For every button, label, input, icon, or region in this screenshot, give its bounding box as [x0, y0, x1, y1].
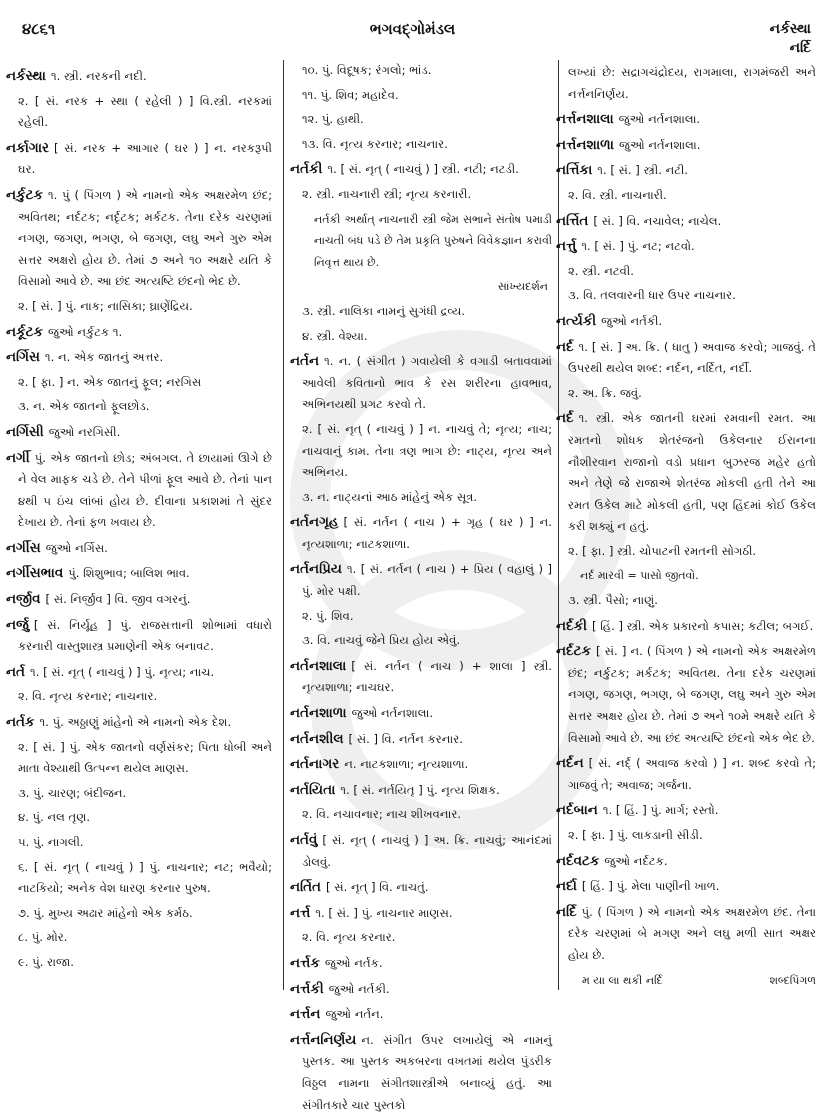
headword: નર્કસ્થા [6, 68, 46, 84]
dictionary-entry [6, 66, 272, 88]
definition-text: [ સં. નર્દ્ ( અવાજ કરવો ) ] ન. શબ્દ કરવો તે; ગાજવું તે; અવાજ; ગર્જના. [568, 756, 816, 792]
entry-sense [556, 825, 816, 847]
definition-text: ૧. ન. ( સંગીત ) ગવાયેલી કે વગાડી બતાવવામાં આવેલી કવિતાનો ભાવ કે રસ શરીરના હાવભાવ, અભિનયથી પ્રગટ કરવો તે. [302, 354, 552, 412]
entry-sense [290, 85, 552, 107]
definition-text: ૨. [ સં. નૃત્ ( નાચવું ) ] ન. નાચવું તે; નૃત્ય; નાચ; નાચવાનું કામ. તેના ત્રણ ભાગ છે: નાટ્ય, નૃત્ય અને અભિનય. [302, 421, 552, 480]
definition-text: ૮. પું. મોર. [18, 930, 68, 945]
entry-sense [6, 903, 272, 925]
definition-text: ન. નાટકશાળા; નૃત્યશાળા. [344, 757, 469, 772]
entry-sense [290, 804, 552, 826]
dictionary-entry [556, 160, 816, 182]
entry-sense [6, 296, 272, 318]
dictionary-entry [556, 337, 816, 380]
definition-text: ૨. [ સં. ] પું. એક જાતનો વર્ણસંકર; પિતા ધોબી અને માતા વેશ્યાથી ઉત્પન્ન થયેલ માણસ. [18, 739, 272, 776]
definition-text: ૫. પું. નાગલી. [18, 835, 84, 849]
dictionary-entry [290, 559, 552, 602]
definition-text: ૨. સ્ત્રી. નાચનારી સ્ત્રી; નૃત્ય કરનારી. [302, 186, 472, 201]
dictionary-entry [290, 830, 552, 873]
entry-sense [556, 285, 816, 307]
headword: નર્ત્તનશાળા [556, 136, 614, 153]
page-title: ભગવદ્ગોમંડલ [369, 20, 456, 38]
dictionary-entry [290, 903, 552, 925]
entry-sense [6, 952, 272, 974]
definition-text: જુઓ નર્તક. [324, 955, 383, 970]
definition-text: ૨. વિ. સ્ત્રી. નાચનારી. [568, 187, 667, 202]
definition-text: ૨. પું. શિવ. [302, 608, 354, 623]
headword: નર્દટક [556, 643, 591, 660]
definition-text: પું. શિશુભાવ; બાલિશ ભાવ. [68, 566, 190, 581]
headword: નર્કાગાર [6, 139, 50, 156]
dictionary-entry [556, 800, 816, 822]
entry-sense [6, 737, 272, 780]
dictionary-entry [556, 135, 816, 157]
definition-text: [ સં. નૃત્ ] વિ. નાચતું. [326, 880, 429, 895]
definition-text: ૨. વિ. નૃત્ય કરનાર; નાચનાર. [18, 689, 158, 704]
dictionary-entry [6, 615, 272, 658]
dictionary-entry [6, 712, 272, 734]
definition-text: ૧. [ સં. નર્તયિતૃ ] પું. નૃત્ય શિક્ષક. [340, 782, 500, 797]
definition-text: ૩. વિ. તલવારની ધાર ઉપર નાચનાર. [568, 288, 736, 303]
quotation-source [290, 276, 552, 298]
definition-text: [ સં. નિર્જીવ ] વિ. જીવ વગરનું. [45, 592, 191, 607]
headword: નર્તિત [290, 879, 322, 896]
headword: નર્ગિસ [6, 349, 40, 366]
definition-text: જુઓ નર્તનશાલા. [351, 706, 434, 721]
headword: નર્ત્તક [290, 954, 320, 971]
definition-text: ૪. પું. નલ તૃણ. [18, 810, 91, 825]
dictionary-entry [290, 351, 552, 416]
entry-sense [290, 184, 552, 206]
definition-text: [ સં. ] ન. ( પિંગળ ) એ નામનો એક અક્ષરમેળ છંદ; નર્કુટક; મર્કટક; અવિતથ. તેના દરેક ચરણમાં નગણ, જગણ, ભગણ, બે જગણ, લઘુ અને ગુરુ એમ સત્તર અક્ષર હોય છે. તેમાં ૭ અને ૧૦મે અક્ષરે યતિ કે વિસામો આવે છે. આ છંદ અત્યષ્ટિ છંદનો એક ભેદ છે. [568, 644, 816, 745]
definition-text: ન. સંગીત ઉપર લખાયેલું એ નામનું પુસ્તક. આ પુસ્તક અકબરના વખતમાં થયેલ પુંડરીક વિઠ્ઠલ નામના સંગીતશાસ્ત્રીએ બનાવ્યું હતું. આ સંગીતકારે ચાર પુસ્તકો [302, 1032, 552, 1112]
entry-sense [290, 606, 552, 628]
definition-text: ૩. ન. એક જાતનો ફૂલછોડ. [18, 399, 150, 414]
column-2 [283, 60, 559, 1112]
entry-example [556, 970, 816, 992]
entry-sense [290, 419, 552, 484]
example-source: શબ્દપિંગળ [769, 973, 816, 987]
definition-text: ૨. [ ફા. ] ન. એક જાતનું ફૂલ; નરગિસ [18, 374, 202, 389]
entry-sense [556, 185, 816, 207]
definition-text: ૪. સ્ત્રી. વેશ્યા. [302, 328, 368, 343]
definition-text: ૨. સ્ત્રી. નટવી. [568, 263, 634, 278]
definition-text: ૧૩. વિ. નૃત્ય કરનાર; નાચનાર. [302, 136, 448, 151]
entry-sense [6, 372, 272, 394]
dictionary-entry [290, 953, 552, 975]
definition-text: ૧. ન. એક જાતનું અત્તર. [44, 350, 164, 365]
definition-text: ૧. [ સં. ] અ. ક્રિ. ( ધાતુ ) અવાજ કરવો; ગાજવું. તે ઉપરથી થયેલ શબ્દ: નર્દન, નર્દિત, નર્દી. [568, 339, 816, 376]
definition-text: ૧૨. પું. હાથી. [302, 112, 364, 127]
entry-sense [290, 109, 552, 131]
headword: નર્ત્ત [290, 904, 311, 921]
dictionary-entry [6, 662, 272, 684]
definition-text: ૧. પું ( પિંગળ ) એ નામનો એક અક્ષરમેળ છંદ; અવિતથ; નર્દટક; નર્દૃટક; મર્કટક. તેના દરેક ચરણમાં નગણ, જગણ, ભગણ, બે જગણ, લઘુ અને ગુરુ એમ સત્તર અક્ષરો હોય છે. તેમાં ૭ અને ૧૦ અક્ષરે યતિ કે વિસામો આવે છે. આ છંદ અત્યષ્ટિ છંદનો ભેદ છે. [18, 187, 272, 289]
definition-text: ૧. સ્ત્રી. એક જાતની ઘરમાં રમવાની રમત. આ રમતનો શોધક શેતરંજનો ઉકેલનાર ઈરાનના નૌશીરવાન રાજાનો વડો પ્રધાન બુઝરજ મહેર હતો અને તેણે જે રાજાએ શેતરંજ મોકલી હતી તેને આ રમત ઉકેલ માટે મોકલી હતી, પણ હિંદમાં કોઈ ઉકેલ કરી શક્યું ન હતું. [568, 411, 816, 534]
headword: નર્ત્તકી [290, 980, 324, 997]
definition-text: ૯. પું. રાજા. [18, 954, 74, 969]
headword: નર્તકી [290, 161, 323, 178]
definition-text: ૧. [ હિં. ] પું. માર્ગ; રસ્તો. [602, 803, 719, 818]
entry-sense [6, 832, 272, 854]
dictionary-entry [556, 902, 816, 967]
entry-quotation [290, 209, 552, 274]
dictionary-entry [6, 322, 272, 344]
column-3 [556, 62, 816, 994]
dictionary-entry [290, 656, 552, 699]
definition-text: મ યા લા થકી નર્દિ [582, 973, 663, 987]
dictionary-entry [556, 876, 816, 898]
dictionary-entry [556, 109, 816, 131]
dictionary-entry [556, 753, 816, 796]
definition-text: ૧૧. પું. શિવ; મહાદેવ. [302, 87, 399, 102]
entry-sense [6, 857, 272, 900]
definition-text: ૧. સ્ત્રી. નરકની નદી. [50, 69, 147, 83]
definition-text: લખ્યાં છે: સદ્રાગચંદ્રોદય, રાગમાલા, રાગમંજરી અને નર્ત્તનનિર્ણય. [568, 65, 816, 101]
definition-text: ૨. [ ફા. ] પું. લાકડાની સીડી. [568, 828, 703, 842]
dictionary-entry [290, 512, 552, 555]
definition-text: ૨. વિ. નૃત્ય કરનાર. [302, 930, 396, 945]
definition-text: [ સં. ] વિ. નર્તન કરનાર. [348, 731, 463, 746]
entry-sense [290, 487, 552, 509]
headword: નર્દબાન [556, 802, 598, 819]
definition-text: ૩. સ્ત્રી. પૈસો; નાણું. [568, 593, 658, 608]
dictionary-entry [6, 538, 272, 560]
definition-text: નર્તકી અર્થાત્ નાચનારી સ્ત્રી જેમ સભાને સંતોષ પમાડી નાચતી બંધ પડે છે તેમ પ્રકૃતિ પુરુષને વિવેકજ્ઞાન કરાવી નિવૃત્ત થાય છે. [314, 212, 552, 269]
headword: નર્દ [556, 338, 574, 355]
entry-sense [6, 686, 272, 708]
entry-sense [556, 541, 816, 563]
dictionary-entry [290, 780, 552, 802]
definition-text: ૨. અ. ક્રિ. જવું. [568, 385, 642, 400]
entry-sense [290, 134, 552, 156]
dictionary-entry [290, 1004, 552, 1026]
headword: નર્દ [556, 410, 574, 427]
definition-text: જુઓ નર્તનશાલા. [618, 112, 701, 127]
definition-text: જુઓ નર્કુટક ૧. [47, 324, 123, 339]
dictionary-entry [290, 754, 552, 776]
headword: નર્તયિતા [290, 781, 336, 798]
headword: નર્ત્તિકા [556, 162, 593, 179]
entry-sense [6, 91, 272, 134]
definition-text: ૧. [ સં. ] પું. નાચનાર માણસ. [315, 905, 453, 920]
entry-sense [290, 630, 552, 652]
dictionary-entry [6, 448, 272, 534]
dictionary-entry [290, 877, 552, 899]
entry-sense [290, 326, 552, 348]
definition-text: ૨. વિ. નચાવનાર; નાચ શીખવનાર. [302, 807, 462, 822]
guide-word-first: નર્કસ્થા [769, 21, 811, 37]
headword: નર્તનશાળા [290, 705, 347, 722]
definition-text: ૩. વિ. નાચવું જેને પ્રિય હોય એવું. [302, 633, 461, 648]
definition-text: જુઓ નર્તકી. [601, 313, 663, 328]
headword: નર્ત્યકી [556, 312, 597, 329]
definition-text: સાંખ્યદર્શન [497, 280, 548, 294]
dictionary-entry [290, 703, 552, 725]
headword: નર્તનગૃહ [290, 514, 339, 531]
entry-sense [6, 927, 272, 949]
definition-text: [ સં. નરક + આગાર ( ઘર ) ] ન. નરકરૂપી ઘર. [18, 140, 272, 177]
entry-sense [290, 927, 552, 949]
definition-text: પું. ( પિંગળ ) એ નામનો એક અક્ષરમેળ છંદ. તેના દરેક ચરણમાં બે મગણ અને લઘુ મળી સાત અક્ષર હોય છે. [568, 904, 816, 962]
entry-sense [6, 783, 272, 805]
definition-text: [ હિં. ] પું. મેલા પાણીની ખાળ. [581, 879, 720, 894]
headword: નર્ત્તનશાલા [556, 111, 614, 128]
entry-sense [6, 396, 272, 418]
definition-text: જુઓ નરગિસી. [48, 424, 121, 439]
dictionary-entry [556, 408, 816, 538]
headword: નર્તન [290, 353, 320, 370]
entry-sense [290, 301, 552, 323]
definition-text: નર્દ મારવી = પાસો જીતવો. [580, 569, 699, 583]
headword: નર્તવું [290, 832, 318, 848]
headword: નર્તનાગર [290, 756, 340, 773]
headword: નર્ત્તુ [556, 238, 577, 255]
definition-text: ૨. [ સં. નરક + સ્થા ( રહેલી ) ] વિ.સ્ત્રી. નરકમાં રહેલી. [18, 93, 272, 130]
headword: નર્ગીસભાવ [6, 565, 64, 582]
definition-text: [ હિં. ] સ્ત્રી. એક પ્રકારનો કપાસ; કટીલ; બગઈ. [592, 618, 814, 633]
definition-text: જુઓ નર્તન. [325, 1007, 384, 1022]
dictionary-entry [556, 236, 816, 258]
dictionary-entry [290, 159, 552, 181]
headword: નર્ત્તનનિર્ણય [290, 1031, 357, 1048]
headword: નર્દા [556, 878, 577, 895]
entry-sense [290, 60, 552, 82]
definition-text: ૧૦. પું. વિદૂષક; રંગલો; ભાંડ. [302, 63, 432, 77]
headword: નર્દવટક [556, 852, 600, 869]
dictionary-entry [556, 311, 816, 333]
entry-sense [6, 807, 272, 829]
definition-text: પું. એક જાતનો છોડ; અંબગલ. તે છાયામાં ઊગે છે ને વેલ માફક ચડે છે. તેને પીળાં ફૂલ આવે છે. તેનાં પાન ૪થી ૫ ઇંચ લાંબાં હોય છે. દીવાના પ્રકાશમાં તે સુંદર દેખાય છે. તેનાં ફળ ખવાય છે. [18, 450, 272, 530]
headword: નર્દન [556, 755, 584, 772]
definition-text: ૭. પું. મુખ્ય અઢાર માંહેનો એક કર્મઠ. [18, 905, 193, 920]
definition-text: ૩. ન. નાટ્યનાં આઠ માંહેનું એક સૂત્ર. [302, 489, 478, 504]
dictionary-entry [6, 347, 272, 369]
headword: નર્ગિસી [6, 423, 44, 440]
dictionary-entry [6, 185, 272, 293]
headword: નર્કુટક [6, 186, 43, 203]
headword: નર્તનપ્રિય [290, 561, 342, 578]
definition-text: [ સં. નર્તન ( નાચ ) + શાલા ] સ્ત્રી. નૃત્યશાળા; નાચઘર. [302, 658, 552, 695]
dictionary-entry [556, 211, 816, 233]
definition-text: ૧. પું. અઠ્ઠાણું માંહેનો એ નામનો એક દેશ. [39, 715, 232, 730]
definition-text: ૧. [ સં. નૃત્ ( નાચવું ) ] પું. નૃત્ય; નાચ. [30, 664, 215, 679]
dictionary-entry [6, 563, 272, 585]
headword: નર્જીવ [6, 591, 41, 608]
dictionary-entry [556, 851, 816, 873]
headword: નર્ત [6, 663, 26, 680]
headword: નર્ત્તિત [556, 212, 589, 229]
headword: નર્ત્તન [290, 1006, 321, 1023]
entry-sense [556, 261, 816, 283]
definition-text: ૬. [ સં. નૃત્ ( નાચવું ) ] પું. નાચનાર; નટ; ભવૈયો; નાટકિયો; અનેક વેશ ધારણ કરનાર પુરુષ. [18, 859, 272, 896]
entry-sense [556, 590, 816, 612]
dictionary-entry [290, 729, 552, 751]
dictionary-entry [290, 979, 552, 1001]
definition-text: [ સં. નૃત્ ( નાચવું ) ] અ. ક્રિ. નાચવું; આનંદમાં ડોલવું. [302, 833, 552, 869]
dictionary-entry [556, 641, 816, 749]
headword: નર્જુ [6, 616, 29, 633]
headword: નર્દકી [556, 617, 587, 634]
entry-sense [556, 383, 816, 405]
entry-quotation [556, 565, 816, 587]
definition-text: ૩. સ્ત્રી. નાલિકા નામનું સુગંધી દ્રવ્ય. [302, 303, 466, 318]
definition-text: ૧. [ સં. નર્તન ( નાચ ) + પ્રિય ( વહાલું ) ] પું. મોર પક્ષી. [302, 562, 552, 599]
dictionary-entry [6, 589, 272, 611]
definition-text: જુઓ નર્તકી. [328, 981, 390, 996]
entry-sense [556, 62, 816, 105]
definition-text: ૨. [ ફા. ] સ્ત્રી. ચોપાટની રમતની સોગઠી. [568, 543, 757, 558]
dictionary-entry [6, 422, 272, 444]
definition-text: [ સં. ] વિ. નચાવેલ; નાચેલ. [593, 213, 722, 228]
headword: નર્ગી [6, 449, 30, 466]
headword: નર્ગીસ [6, 539, 41, 556]
definition-text: ૧. [ સં. નૃત્ ( નાચવું ) ] સ્ત્રી. નટી; નટડી. [327, 162, 519, 177]
headword: નર્તનશીલ [290, 730, 344, 747]
dictionary-entry [6, 138, 272, 181]
page-number: ૪૮૬૧ [22, 20, 56, 38]
definition-text: ૨. [ સં. ] પું. નાક; નાસિકા; ઘ્રાણેંદ્રિય. [18, 298, 193, 313]
definition-text: ૩. પું. ચારણ; બંદીજન. [18, 785, 127, 800]
column-1 [6, 62, 272, 977]
definition-text: [ સં. નર્તન ( નાચ ) + ગૃહ ( ઘર ) ] ન. નૃત્યશાળા; નાટકશાળા. [302, 515, 552, 551]
headword: નર્દિ [556, 903, 577, 920]
definition-text: જુઓ નર્ગિસ. [45, 540, 108, 555]
headword: નર્તક [6, 714, 35, 731]
headword: નર્તનશાલા [290, 657, 347, 674]
guide-words [770, 20, 811, 58]
dictionary-entry [556, 616, 816, 638]
headword: નર્કૂટક [6, 323, 43, 340]
definition-text: [ સં. નિર્યૂહ ] પું. રાજસત્તાની શોભામાં વધારો કરનારી વાસ્તુશાસ્ત્ર પ્રમાણેની એક બનાવટ. [18, 617, 272, 654]
definition-text: જુઓ નર્તનશાલા. [618, 137, 701, 152]
definition-text: ૧. [ સં. ] પું. નટ; નટવો. [581, 239, 695, 254]
dictionary-entry [290, 1030, 552, 1116]
definition-text: ૧. [ સં. ] સ્ત્રી. નટી. [597, 163, 688, 178]
definition-text: જુઓ નર્દટક. [604, 853, 668, 868]
guide-word-last: નર્દિ [789, 40, 811, 56]
